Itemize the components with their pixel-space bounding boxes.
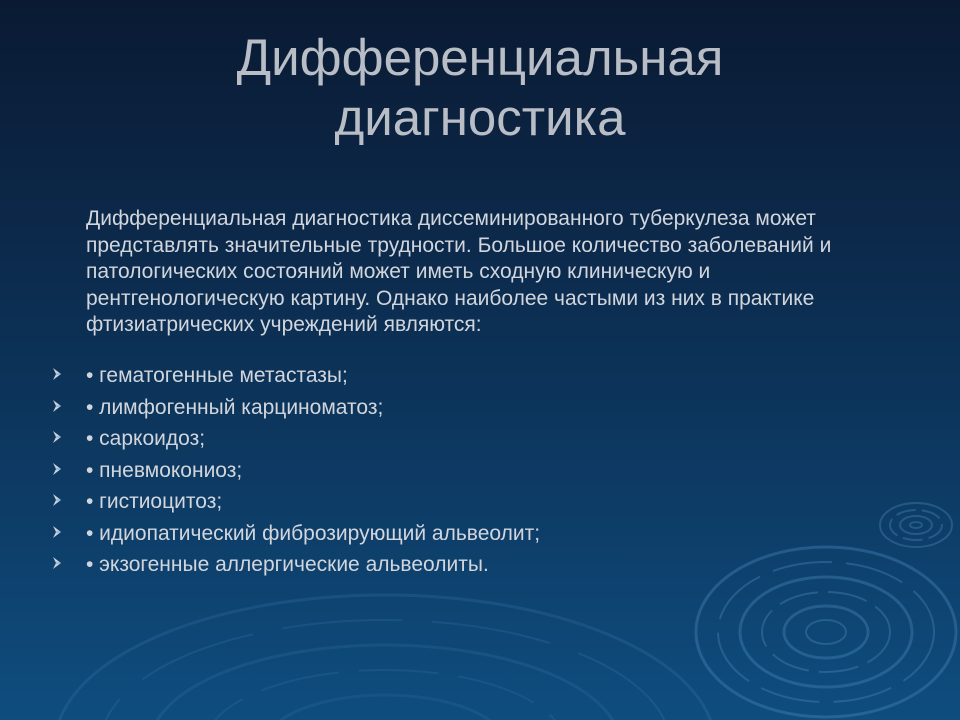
list-item — [50, 458, 910, 490]
list-item — [50, 426, 910, 458]
slide-title: Дифференциальная диагностика — [236, 29, 724, 146]
diamond-arrow-bullet-icon — [50, 492, 66, 508]
diamond-arrow-bullet-icon — [50, 555, 66, 571]
list-item-text: • идиопатический фиброзирующий альвеолит; — [86, 521, 541, 545]
list-item-text: • гистиоцитоз; — [86, 490, 223, 513]
list-item-text: • саркоидоз; — [86, 427, 206, 450]
diamond-arrow-bullet-icon — [50, 524, 66, 540]
diamond-arrow-bullet-icon — [50, 429, 66, 445]
diamond-arrow-bullet-icon — [50, 461, 66, 477]
list-item-text: • гематогенные метастазы; — [86, 364, 348, 387]
list-item-text: • экзогенные аллергические альвеолиты. — [86, 553, 489, 576]
diamond-arrow-bullet-icon — [50, 366, 66, 382]
list-item — [50, 363, 910, 395]
list-item — [50, 521, 910, 553]
list-item-text: • пневмокониоз; — [86, 458, 243, 482]
diamond-arrow-bullet-icon — [50, 398, 66, 414]
list-item — [50, 552, 910, 584]
bullet-list — [50, 363, 910, 584]
list-item — [50, 489, 910, 521]
list-item-text: • лимфогенный карциноматоз; — [86, 395, 384, 419]
list-item — [50, 395, 910, 427]
intro-paragraph: Дифференциальная диагностика диссеминированного туберкулеза может представлять значительные трудности. Большое количество заболеваний и патологических состояний может иметь сходную клиническую и рентгенологическую картину. Однако наиболее частыми из них в практике фтизиатрических учреждений являются: — [86, 207, 832, 336]
